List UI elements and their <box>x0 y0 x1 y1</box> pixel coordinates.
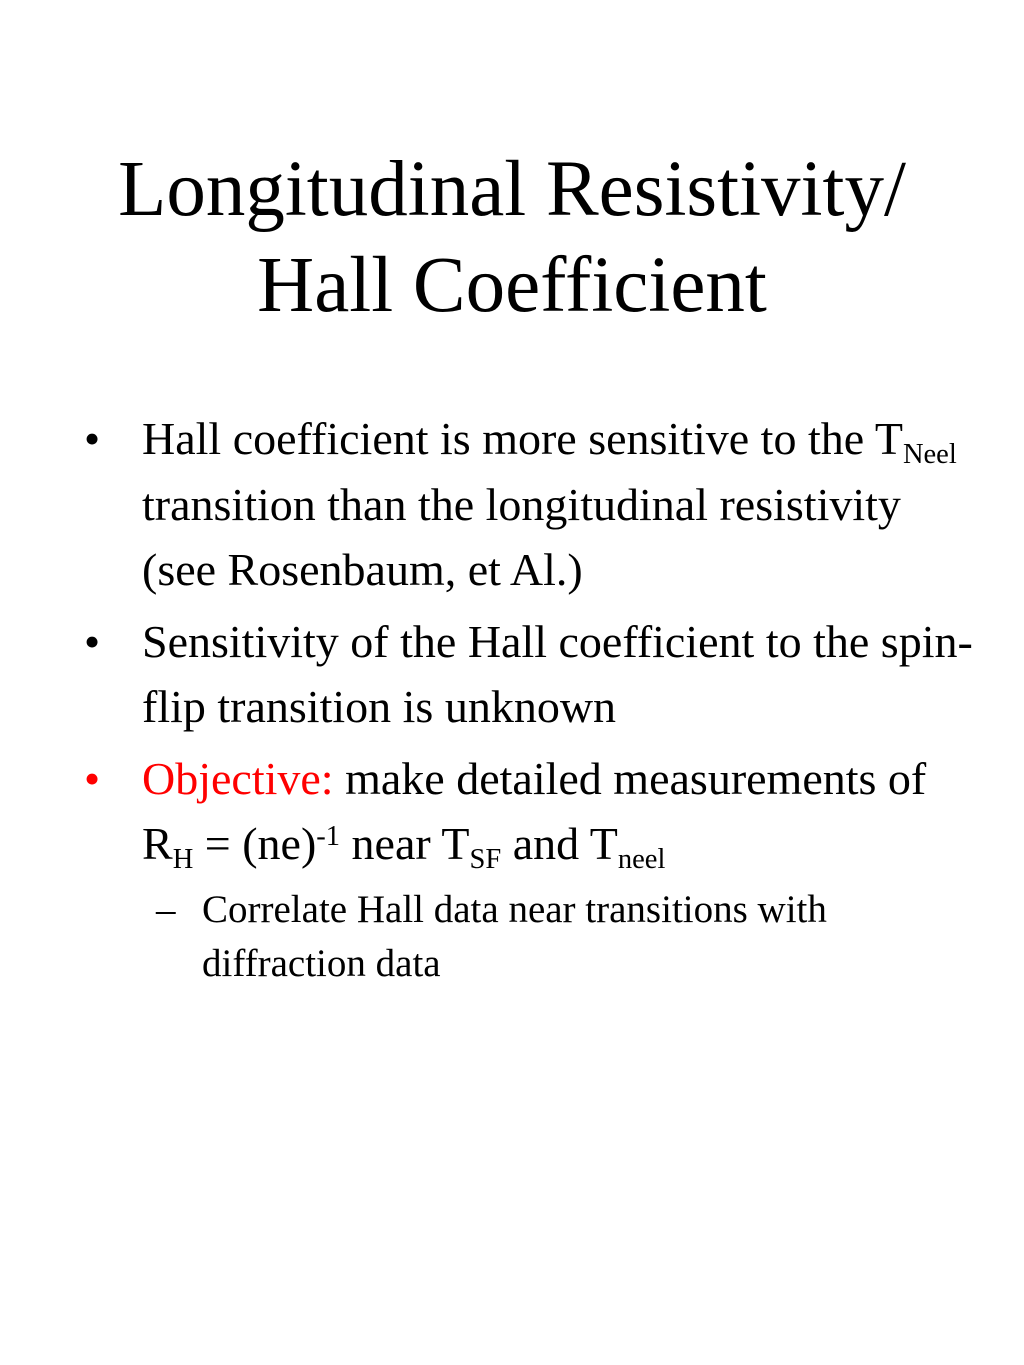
bullet-marker: • <box>84 615 101 667</box>
title-line-1: Longitudinal Resistivity/ <box>118 146 906 233</box>
bullet-text: Hall coefficient is more sensitive to the T <box>142 413 903 464</box>
bullet-marker: • <box>84 752 101 804</box>
bullet-item-hall-sensitivity <box>84 406 984 603</box>
superscript-minus-one: -1 <box>316 820 341 852</box>
subscript-neel-lower: neel <box>617 844 666 876</box>
title-line-2: Hall Coefficient <box>257 242 767 329</box>
objective-label: Objective: <box>142 752 334 804</box>
bullet-text: Sensitivity of the Hall coefficient to the spin-flip transition is unknown <box>142 615 973 732</box>
bullet-text: make detailed measurements of R <box>142 752 927 869</box>
subscript-sf: SF <box>469 844 502 876</box>
sub-bullet-text: Correlate Hall data near transitions with diffraction data <box>202 887 827 985</box>
bullet-marker: • <box>84 413 101 464</box>
bullet-list <box>84 406 984 991</box>
bullet-text-equation: = (ne) <box>193 818 317 869</box>
bullet-text-and: and T <box>501 818 618 869</box>
bullet-item-spin-flip <box>84 609 984 740</box>
bullet-item-objective <box>84 746 984 877</box>
subscript-neel: Neel <box>902 439 957 471</box>
sub-bullet-item-correlate <box>84 883 984 991</box>
subscript-h: H <box>172 844 194 876</box>
sub-bullet-marker: – <box>156 887 176 931</box>
bullet-text-continued: transition than the longitudinal resistivity (see Rosenbaum, et Al.) <box>142 478 901 595</box>
slide-title <box>0 142 1024 334</box>
bullet-text-near: near T <box>340 818 470 869</box>
